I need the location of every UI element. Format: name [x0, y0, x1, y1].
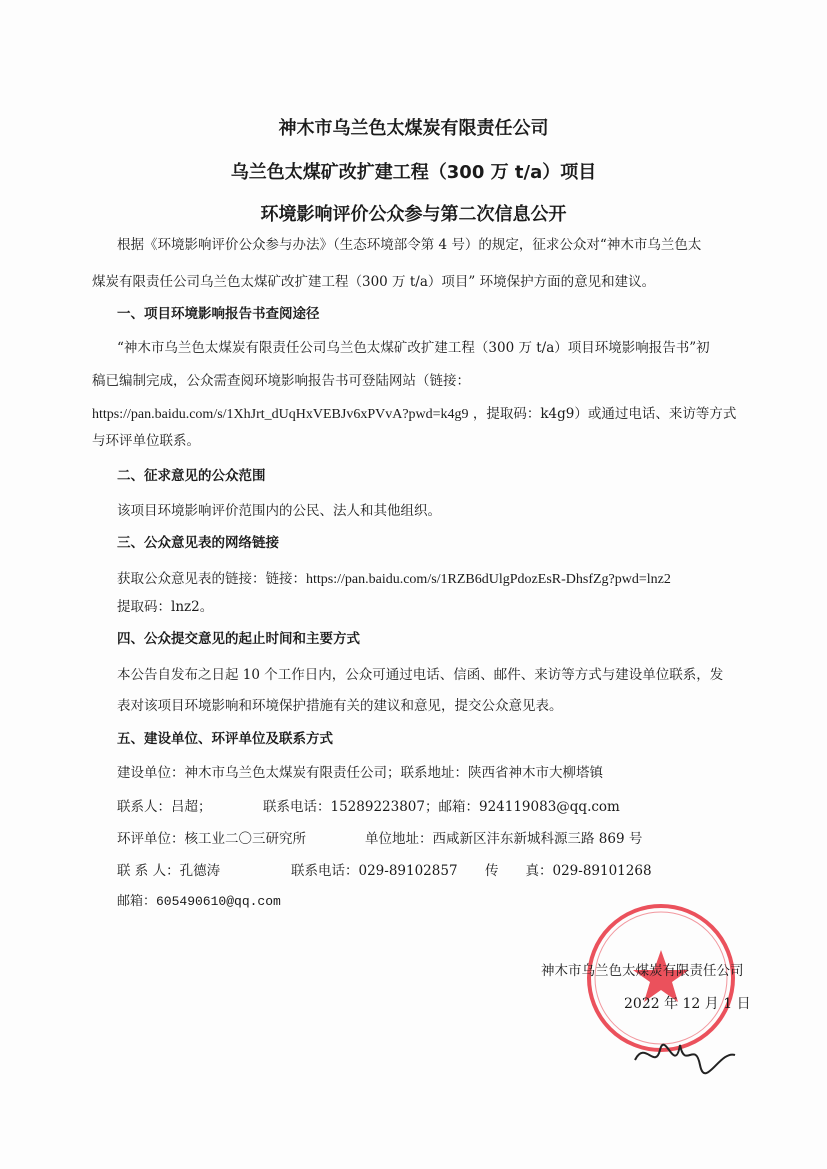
signature-date: 2022 年 12 月 1 日	[624, 996, 751, 1012]
eia-unit: 环评单位：核工业二〇三研究所	[117, 831, 306, 847]
paragraph-line: 该项目环境影响评价范围内的公民、法人和其他组织。	[117, 503, 441, 519]
eia-contact: 联 系 人：孔德涛	[117, 863, 221, 879]
section-heading: 二、征求意见的公众范围	[117, 468, 266, 484]
eia-fax: 传 真：029-89101268	[485, 863, 652, 879]
section-heading: 三、公众意见表的网络链接	[117, 535, 279, 551]
paragraph-line: 稿已编制完成，公众需查阅环境影响报告书可登陆网站（链接：	[92, 373, 470, 389]
section-heading: 一、项目环境影响报告书查阅途径	[117, 306, 320, 322]
signature-company: 神木市乌兰色太煤炭有限责任公司	[541, 963, 744, 979]
eia-address: 单位地址：西咸新区沣东新城科源三路 869 号	[365, 831, 643, 847]
handwritten-signature	[630, 1030, 740, 1080]
paragraph-line: 本公告自发布之日起 10 个工作日内，公众可通过电话、信函、邮件、来访等方式与建设单位联系，发	[117, 667, 724, 683]
eia-email: 邮箱：605490610@qq.com	[117, 894, 281, 909]
intro-line: 根据《环境影响评价公众参与办法》（生态环境部令第 4 号）的规定，征求公众对“神木市乌兰色太	[117, 237, 702, 253]
title-project: 乌兰色太煤矿改扩建工程（300 万 t/a）项目	[230, 162, 597, 183]
section-heading: 四、公众提交意见的起止时间和主要方式	[117, 631, 360, 647]
title-company: 神木市乌兰色太煤炭有限责任公司	[278, 118, 549, 139]
paragraph-line: 与环评单位联系。	[92, 433, 200, 449]
builder-line: 建设单位：神木市乌兰色太煤炭有限责任公司；联系地址：陕西省神木市大柳塔镇	[117, 765, 603, 781]
builder-phone-email: 联系电话：15289223807；邮箱：924119083@qq.com	[263, 799, 620, 815]
report-link[interactable]: https://pan.baidu.com/s/1XhJrt_dUqHxVEBJv6xPVvA?pwd=k4g9	[92, 407, 469, 422]
builder-contact: 联系人：吕超；	[117, 799, 212, 815]
paragraph-line	[117, 570, 671, 589]
paragraph-line: 提取码：lnz2。	[117, 599, 214, 615]
form-link[interactable]: https://pan.baidu.com/s/1RZB6dUlgPdozEsR-DhsfZg?pwd=lnz2	[306, 572, 671, 587]
section-heading: 五、建设单位、环评单位及联系方式	[117, 731, 333, 747]
title-notice: 环境影响评价公众参与第二次信息公开	[260, 204, 567, 225]
paragraph-line: 表对该项目环境影响和环境保护措施有关的建议和意见，提交公众意见表。	[117, 698, 563, 714]
link-label: 获取公众意见表的链接：链接：	[117, 571, 306, 587]
eia-phone: 联系电话：029-89102857	[291, 863, 458, 879]
intro-line: 煤炭有限责任公司乌兰色太煤矿改扩建工程（300 万 t/a）项目” 环境保护方面的意见和建议。	[92, 274, 656, 290]
paragraph-line	[92, 405, 736, 424]
paragraph-line: “神木市乌兰色太煤炭有限责任公司乌兰色太煤矿改扩建工程（300 万 t/a）项目环境影响报告书”初	[117, 340, 710, 356]
extraction-code-text: ，提取码：k4g9）或通过电话、来访等方式	[468, 406, 737, 422]
